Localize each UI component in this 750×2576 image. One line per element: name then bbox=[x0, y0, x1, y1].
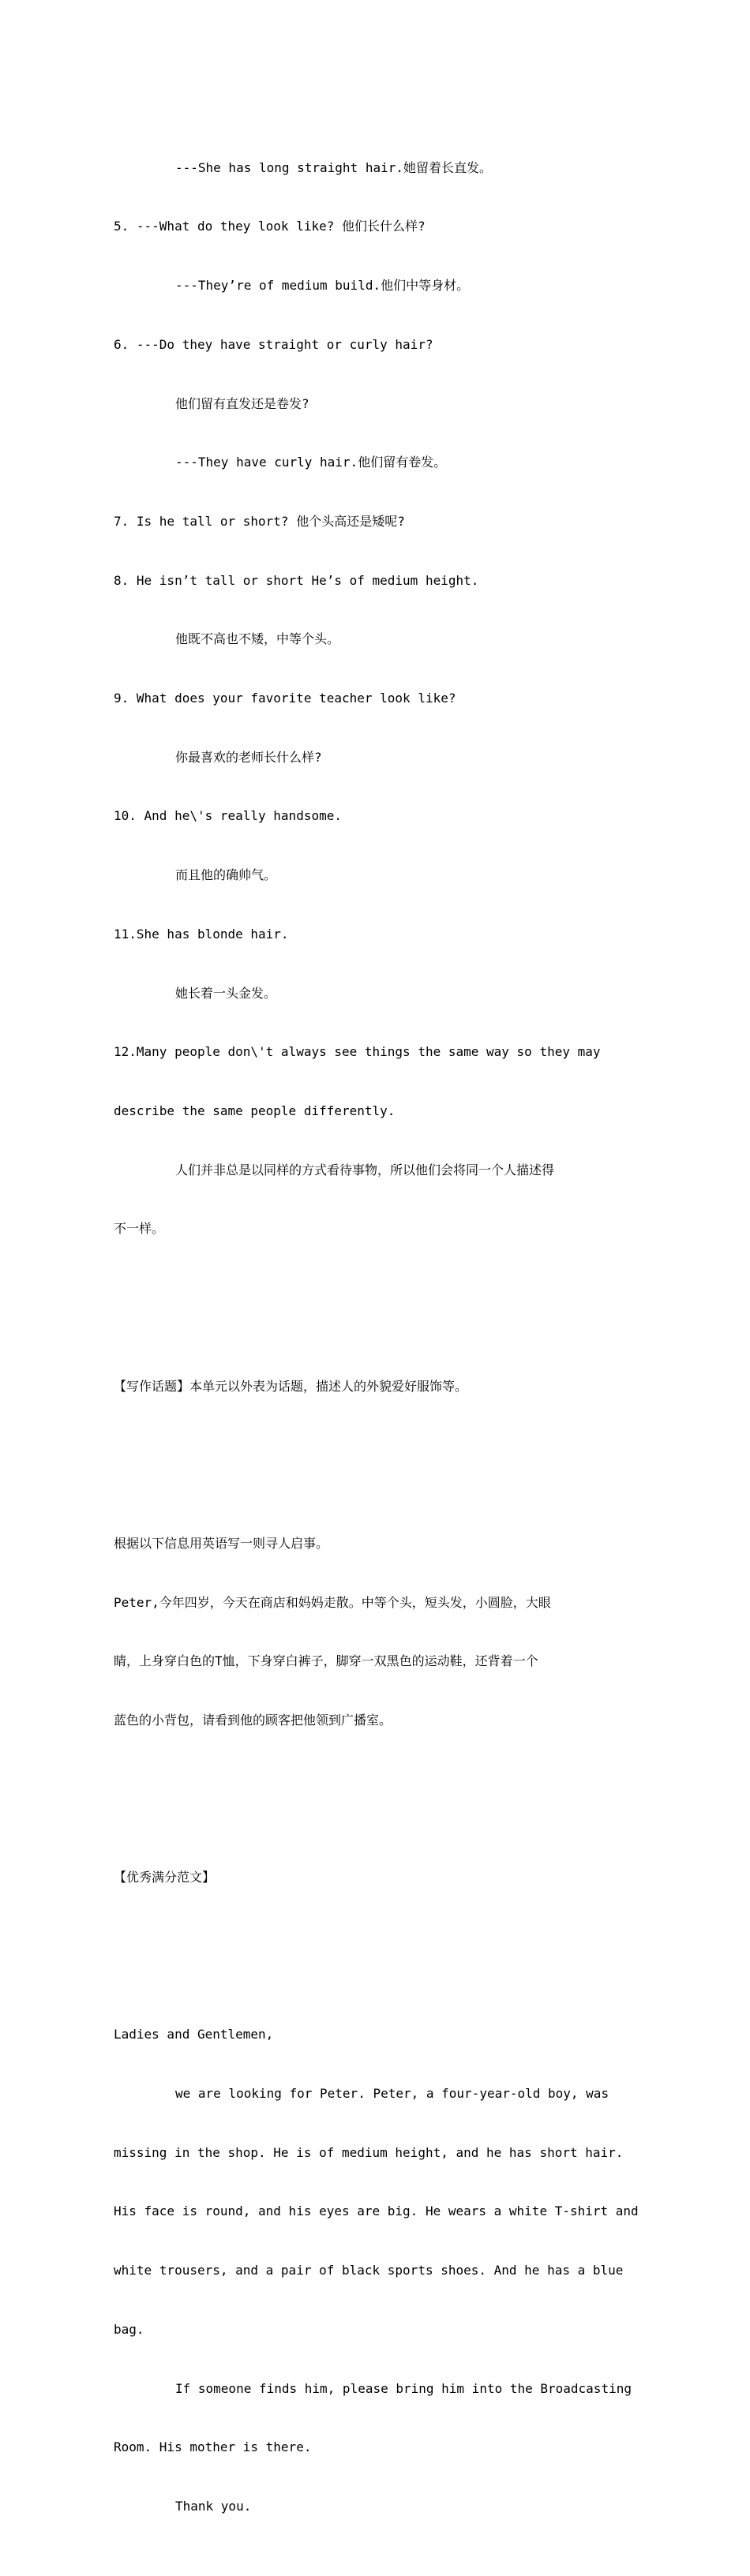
phrase-line: 7. Is he tall or short? 他个头高还是矮呢? bbox=[114, 513, 405, 529]
document-body bbox=[114, 99, 641, 2576]
phrase-line: 8. He isn’t tall or short He’s of medium height. bbox=[114, 572, 479, 588]
phrase-line: 而且他的确帅气。 bbox=[175, 867, 277, 883]
phrase-line: 你最喜欢的老师长什么样? bbox=[175, 749, 322, 765]
task-line: Peter,今年四岁，今天在商店和妈妈走散。中等个头，短头发，小圆脸，大眼 bbox=[114, 1594, 551, 1610]
phrase-line: 5. ---What do they look like? 他们长什么样? bbox=[114, 219, 426, 234]
essay-line: If someone finds him, please bring him into the Broadcasting bbox=[175, 2380, 632, 2396]
essay-line: missing in the shop. He is of medium height, and he has short hair. bbox=[114, 2144, 624, 2160]
spacer bbox=[114, 1455, 641, 1475]
phrase-line: 人们并非总是以同样的方式看待事物，所以他们会将同一个人描述得 bbox=[175, 1162, 555, 1178]
phrase-line: 9. What does your favorite teacher look like? bbox=[114, 691, 456, 706]
essay-line: white trousers, and a pair of black sports shoes. And he has a blue bbox=[114, 2263, 624, 2278]
phrase-line: 他们留有直发还是卷发? bbox=[175, 395, 309, 411]
phrase-line: ---They have curly hair.他们留有卷发。 bbox=[175, 455, 447, 470]
task-line: 蓝色的小背包，请看到他的顾客把他领到广播室。 bbox=[114, 1712, 392, 1728]
spacer bbox=[114, 1947, 641, 1967]
phrase-line: 不一样。 bbox=[114, 1221, 165, 1237]
phrase-line: ---They’re of medium build.他们中等身材。 bbox=[175, 278, 470, 294]
essay-closing: Thank you. bbox=[175, 2498, 252, 2514]
essay-line: bag. bbox=[114, 2321, 144, 2337]
task-line: 睛，上身穿白色的T恤，下身穿白裤子，脚穿一双黑色的运动鞋，还背着一个 bbox=[114, 1653, 538, 1669]
phrase-line: 11.She has blonde hair. bbox=[114, 926, 289, 942]
phrase-line: 她长着一头金发。 bbox=[175, 985, 277, 1001]
essay-line: we are looking for Peter. Peter, a four-year-old boy, was bbox=[175, 2086, 609, 2102]
sample-essay-heading: 【优秀满分范文】 bbox=[114, 1870, 216, 1885]
essay-line: Room. His mother is there. bbox=[114, 2439, 312, 2455]
phrase-line: ---She has long straight hair.她留着长直发。 bbox=[175, 159, 492, 175]
essay-line: His face is round, and his eyes are big. He wears a white T-shirt and bbox=[114, 2203, 639, 2219]
task-line: 根据以下信息用英语写一则寻人启事。 bbox=[114, 1535, 329, 1551]
phrase-line: 他既不高也不矮，中等个头。 bbox=[175, 631, 340, 647]
phrase-line: 10. And he\'s really handsome. bbox=[114, 808, 342, 824]
spacer bbox=[114, 1790, 641, 1810]
essay-greeting: Ladies and Gentlemen, bbox=[114, 2027, 274, 2042]
phrase-line: 12.Many people don\'t always see things the same way so they may bbox=[114, 1044, 601, 1060]
spacer bbox=[114, 1298, 641, 1318]
writing-topic-heading: 【写作话题】本单元以外表为话题，描述人的外貌爱好服饰等。 bbox=[114, 1378, 468, 1394]
phrase-line: 6. ---Do they have straight or curly hair? bbox=[114, 336, 433, 352]
phrase-line: describe the same people differently. bbox=[114, 1103, 396, 1118]
